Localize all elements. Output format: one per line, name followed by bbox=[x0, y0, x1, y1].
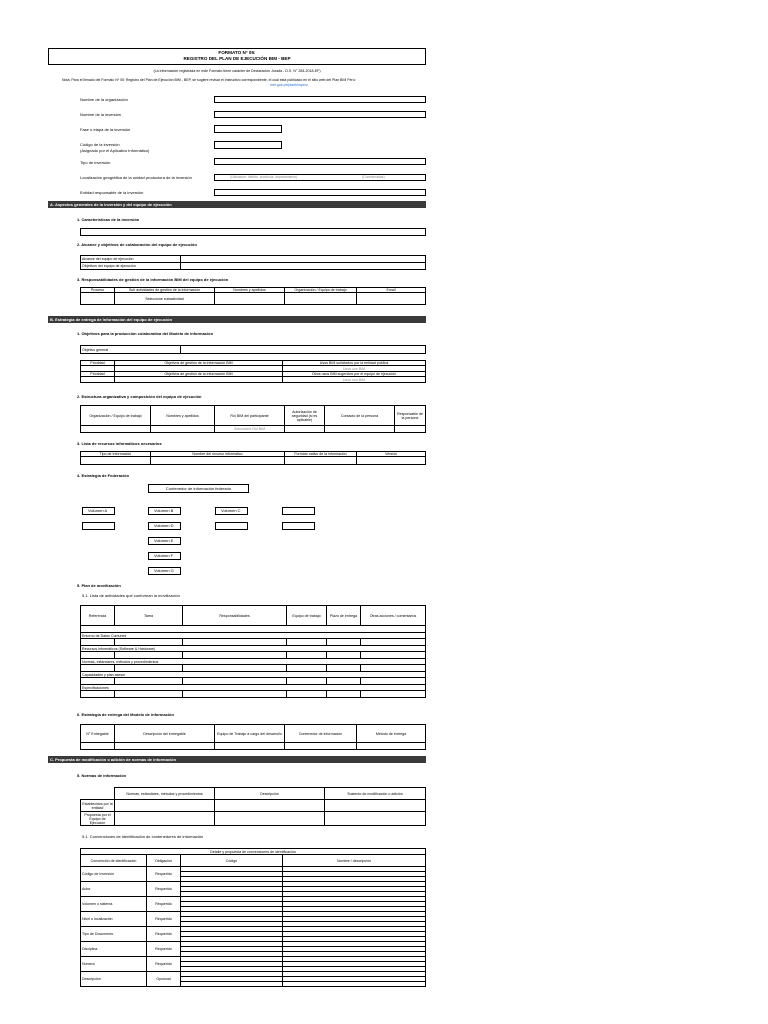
a2-scope-value[interactable] bbox=[181, 256, 426, 263]
instructions-note: Nota: Para el llenado del Formato Nº 05: Registro del Plan de Ejecución BIM - BEP, se sugiere revisar el Instructivo correspondiente, el cual está publicado en el sitio web del Plan BIM Perú: bbox=[62, 78, 356, 82]
a3-col-names: Nombres y apellidos bbox=[215, 288, 285, 293]
convention-name: Disciplina bbox=[81, 942, 147, 957]
c5-1-table bbox=[80, 848, 426, 867]
c5-1-col-convention: Convención de identificación bbox=[81, 855, 147, 867]
convention-row bbox=[80, 896, 426, 912]
convention-description-cell[interactable] bbox=[283, 972, 426, 987]
b1-priority-b-cell[interactable] bbox=[81, 377, 115, 383]
label-phase: Fase o etapa de la inversión bbox=[80, 127, 131, 132]
convention-code-cell[interactable] bbox=[181, 927, 283, 942]
b3-table bbox=[80, 451, 426, 465]
label-code-sub: (Asignado por el Aplicativo Informático) bbox=[80, 148, 150, 153]
volume-extra-left[interactable] bbox=[82, 522, 115, 530]
plan-bim-link[interactable]: mef.gob.pe/planbimperu bbox=[270, 83, 308, 87]
convention-obligation: Requerido bbox=[147, 942, 181, 957]
convention-code-cell[interactable] bbox=[181, 942, 283, 957]
b2-org-cell[interactable] bbox=[81, 426, 151, 433]
c5-col-justification: Sustento de modificación o adición bbox=[325, 788, 426, 800]
volume-c-label: Volumen C bbox=[221, 508, 241, 513]
b2-responsible-cell[interactable] bbox=[395, 426, 426, 433]
b5-table bbox=[80, 605, 426, 698]
b6-col-team: Equipo de Trabajo a cargo del desarrollo bbox=[215, 725, 285, 743]
a3-names-cell[interactable] bbox=[215, 293, 285, 305]
b4-heading: 4. Estrategia de Federación bbox=[77, 473, 130, 478]
b2-contact-cell[interactable] bbox=[325, 426, 395, 433]
b1-uses-b-select[interactable]: Usos con BIM bbox=[283, 377, 426, 383]
c5-heading: 5. Normas de información bbox=[77, 773, 127, 778]
label-investment: Nombre de la inversión bbox=[80, 112, 122, 117]
b3-col-resource: Nombre del recurso informático bbox=[151, 452, 285, 457]
b3-col-version: Versión bbox=[357, 452, 426, 457]
b2-table bbox=[80, 405, 426, 433]
a3-col-process: Proceso bbox=[81, 288, 115, 293]
convention-name: Número bbox=[81, 957, 147, 972]
a3-table bbox=[80, 287, 426, 305]
b5-heading: 5. Plan de movilización bbox=[77, 583, 121, 588]
form-title: REGISTRO DEL PLAN DE EJECUCIÓN BIM - BEP bbox=[183, 56, 291, 61]
a2-heading: 2. Alcance y objetivos de colaboración del equipo de ejecución bbox=[77, 242, 197, 247]
a2-row-objectives: Objetivos del equipo de ejecución bbox=[81, 263, 181, 270]
convention-row bbox=[80, 866, 426, 882]
convention-code-cell[interactable] bbox=[181, 912, 283, 927]
org-field[interactable] bbox=[214, 96, 426, 103]
investment-field[interactable] bbox=[214, 111, 426, 118]
b5-col-reference: Referencia bbox=[81, 606, 115, 626]
convention-description-cell[interactable] bbox=[283, 927, 426, 942]
convention-description-cell[interactable] bbox=[283, 882, 426, 897]
entity-field[interactable] bbox=[214, 189, 426, 196]
convention-code-cell[interactable] bbox=[181, 867, 283, 882]
b2-names-cell[interactable] bbox=[151, 426, 215, 433]
b5-group-specs: Especificaciones bbox=[81, 685, 426, 691]
location-hint-district: (Ubicación: distrito, provincia, departamento) bbox=[230, 175, 298, 179]
convention-row bbox=[80, 941, 426, 957]
volume-d-label: Volumen D bbox=[154, 523, 174, 528]
b6-col-method: Método de entrega bbox=[357, 725, 426, 743]
convention-code-cell[interactable] bbox=[181, 957, 283, 972]
b1-objective-b-cell[interactable] bbox=[115, 377, 283, 383]
convention-description-cell[interactable] bbox=[283, 942, 426, 957]
a3-team-cell[interactable] bbox=[285, 293, 357, 305]
phase-field[interactable] bbox=[214, 125, 282, 133]
section-c-bar: C. Propuesta de modificación o adición de normas de información bbox=[48, 756, 426, 763]
a3-subactivity-select[interactable]: Seleccione subactividad bbox=[115, 293, 215, 305]
a3-process-cell[interactable] bbox=[81, 293, 115, 305]
location-hint-coords: (Coordenadas) bbox=[362, 175, 385, 179]
b5-col-team: Equipo de trabajo bbox=[287, 606, 327, 626]
convention-description-cell[interactable] bbox=[283, 867, 426, 882]
b5-group-cde: Entorno de Datos Comunes bbox=[81, 633, 426, 639]
b5-group-norms: Normas, estándares, métodos y procedimientos bbox=[81, 659, 426, 665]
b5-1-heading: 5.1. Lista de actividades que conforman la movilización bbox=[82, 593, 180, 598]
volume-extra-right-2[interactable] bbox=[282, 522, 315, 530]
format-number: FORMATO N° 05: bbox=[218, 50, 256, 55]
c5-col-description: Descripción bbox=[215, 788, 325, 800]
b1-col-uses-b: Otros usos BIM sugeridos por el equipo de ejecución bbox=[283, 372, 426, 377]
volume-e-label: Volumen E bbox=[154, 538, 174, 543]
b2-col-security: Autorización de seguridad (si es aplicable) bbox=[285, 406, 325, 426]
section-b-bar: B. Estrategia de entrega de Información del equipo de ejecución bbox=[48, 316, 426, 323]
convention-name: Tipo de Documento bbox=[81, 927, 147, 942]
convention-description-cell[interactable] bbox=[283, 897, 426, 912]
b1-general-table bbox=[80, 345, 426, 354]
b1-col-objectives-a: Objetivos de gestión de la información BIM bbox=[115, 361, 283, 366]
convention-code-cell[interactable] bbox=[181, 882, 283, 897]
a3-heading: 3. Responsabilidades de gestión de la información BIM del equipo de ejecución bbox=[77, 277, 229, 282]
a2-table bbox=[80, 255, 426, 270]
b1-general-value[interactable] bbox=[181, 346, 426, 354]
convention-name: Descripción bbox=[81, 972, 147, 987]
b3-version-cell[interactable] bbox=[357, 457, 426, 465]
volume-b-label: Volumen B bbox=[154, 508, 174, 513]
convention-row bbox=[80, 971, 426, 987]
b1-general-label: Objetivo general bbox=[81, 346, 181, 354]
federated-container-label: Contenedor de información federado bbox=[165, 486, 232, 491]
convention-code-cell[interactable] bbox=[181, 897, 283, 912]
b2-col-contact: Contacto de la persona bbox=[325, 406, 395, 426]
b2-col-role: Rol BIM del participante bbox=[215, 406, 285, 426]
b1-col-objectives-b: Objetivos de gestión de la información BIM bbox=[115, 372, 283, 377]
b3-resource-cell[interactable] bbox=[151, 457, 285, 465]
volume-extra-right-1[interactable] bbox=[282, 507, 315, 515]
convention-obligation: Requerido bbox=[147, 927, 181, 942]
b5-col-comments: Otras acciones / comentarios bbox=[361, 606, 426, 626]
b6-col-container: Contenedor de información bbox=[285, 725, 357, 743]
b1-col-priority-b: Prioridad bbox=[81, 372, 115, 377]
b3-format-cell[interactable] bbox=[285, 457, 357, 465]
convention-row bbox=[80, 881, 426, 897]
c5-1-heading: 5.1. Convenciones de identificación de contenedores de información bbox=[82, 834, 204, 839]
b1-col-uses-a: Usos BIM solicitados por la entidad pública bbox=[283, 361, 426, 366]
convention-obligation: Requerido bbox=[147, 867, 181, 882]
b5-group-resources: Recursos informáticos (Software & Hardware) bbox=[81, 646, 426, 652]
c5-col-norms: Normas, estándares, métodos y procedimientos bbox=[115, 788, 215, 800]
b3-heading: 3. Lista de recursos informáticos necesarios bbox=[77, 441, 162, 446]
a3-col-subactivities: Sub actividades de gestión de la información bbox=[115, 288, 215, 293]
b2-security-cell[interactable] bbox=[285, 426, 325, 433]
convention-name: Código de Inversión bbox=[81, 867, 147, 882]
convention-description-cell[interactable] bbox=[283, 957, 426, 972]
label-location: Localización geográfica de la unidad productora de la inversión bbox=[80, 175, 192, 180]
volume-g-label: Volumen G bbox=[154, 568, 174, 573]
code-field[interactable] bbox=[214, 141, 282, 149]
b3-type-cell[interactable] bbox=[81, 457, 151, 465]
c5-row-team: Propuesta por el Equipo de Ejecución bbox=[81, 812, 115, 826]
c5-1-col-obligation: Obligación bbox=[147, 855, 181, 867]
volume-a-label: Volumen A bbox=[88, 508, 108, 513]
b2-role-select[interactable]: Seleccione Rol BIM bbox=[215, 426, 285, 433]
volume-f-label: Volumen F bbox=[154, 553, 174, 558]
a1-heading: 1. Características de la inversión bbox=[77, 217, 140, 222]
b5-col-deadline: Plazo de entrega bbox=[327, 606, 361, 626]
a1-field[interactable] bbox=[80, 228, 426, 236]
a3-email-cell[interactable] bbox=[357, 293, 426, 305]
a3-col-email: Email bbox=[357, 288, 426, 293]
c5-row-entity: Establecidos por la entidad bbox=[82, 801, 113, 810]
b2-heading: 2. Estructura organizativa y composición del equipo de ejecución bbox=[77, 394, 202, 399]
legal-note: (La información registrada en este Formato tiene carácter de Declaración Jurada - D.S. N° 284-2018-EF) bbox=[153, 69, 321, 73]
convention-row bbox=[80, 911, 426, 927]
type-field[interactable] bbox=[214, 158, 426, 165]
label-org: Nombre de la organización bbox=[80, 97, 128, 102]
label-type: Tipo de inversión bbox=[80, 160, 111, 165]
b6-table bbox=[80, 724, 426, 750]
convention-obligation: Opcional bbox=[147, 972, 181, 987]
section-a-bar: A. Aspectos generales de la inversión y del equipo de ejecución bbox=[48, 201, 426, 208]
b6-col-number: N° Entregable bbox=[81, 725, 115, 743]
b1-col-priority-a: Prioridad bbox=[81, 361, 115, 366]
b5-col-responsibilities: Responsabilidades bbox=[183, 606, 287, 626]
convention-obligation: Requerido bbox=[147, 897, 181, 912]
convention-name: Autor bbox=[81, 882, 147, 897]
c5-1-col-name: Nombre / descripción bbox=[283, 855, 426, 867]
label-code: Código de la inversión bbox=[80, 142, 120, 147]
convention-obligation: Requerido bbox=[147, 957, 181, 972]
c5-1-col-code: Código bbox=[181, 855, 283, 867]
volume-extra-mid[interactable] bbox=[215, 522, 248, 530]
a2-row-scope: Alcance del equipo de ejecución bbox=[81, 256, 181, 263]
b1-uses-a-select[interactable]: Usos con BIM bbox=[283, 366, 426, 372]
convention-row bbox=[80, 956, 426, 972]
b1-heading: 1. Objetivos para la producción colaborativa del Modelo de información bbox=[77, 331, 214, 336]
b5-group-capacities: Capacidades y plan asesor bbox=[81, 672, 426, 678]
label-entity: Entidad responsable de la inversión bbox=[80, 190, 144, 195]
b2-col-names: Nombres y apellidos bbox=[151, 406, 215, 426]
convention-code-cell[interactable] bbox=[181, 972, 283, 987]
b2-col-org: Organización / Equipo de trabajo bbox=[81, 406, 151, 426]
c5-table bbox=[80, 787, 426, 826]
convention-name: Nivel o localización bbox=[81, 912, 147, 927]
a2-objectives-value[interactable] bbox=[181, 263, 426, 270]
convention-name: Volumen o sistema bbox=[81, 897, 147, 912]
convention-description-cell[interactable] bbox=[283, 912, 426, 927]
b1-objectives-table bbox=[80, 360, 426, 383]
b6-heading: 6. Estrategia de entrega del Modelo de información bbox=[77, 712, 174, 717]
b6-col-description: Descripción del entregable bbox=[115, 725, 215, 743]
convention-obligation: Requerido bbox=[147, 882, 181, 897]
b3-col-type: Tipo de Información bbox=[81, 452, 151, 457]
convention-obligation: Requerido bbox=[147, 912, 181, 927]
b5-col-task: Tarea bbox=[115, 606, 183, 626]
convention-row bbox=[80, 926, 426, 942]
c5-1-header: Detalle y propuesta de convenciones de identificación bbox=[81, 849, 426, 855]
a3-col-team: Organización / Equipo de trabajo bbox=[285, 288, 357, 293]
b3-col-format: Formato nativo de la información bbox=[285, 452, 357, 457]
b2-col-responsible: Responsable de la persona bbox=[395, 406, 426, 426]
